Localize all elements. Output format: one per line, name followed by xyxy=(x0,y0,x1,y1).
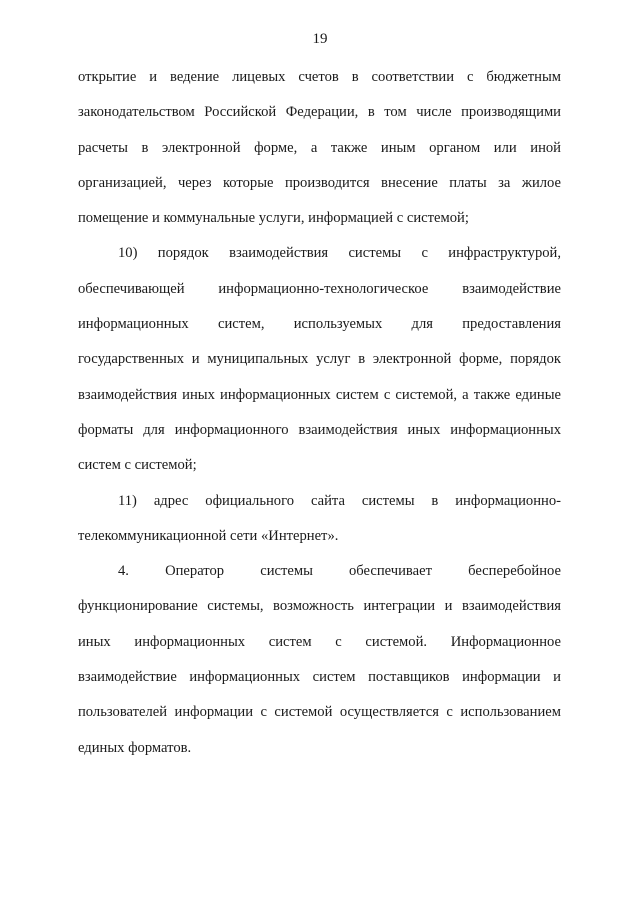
text-line: систем с системой; xyxy=(78,457,197,474)
text-line: обеспечивающей информационно-технологическое взаимодействие xyxy=(78,280,561,297)
text-line: открытие и ведение лицевых счетов в соответствии с бюджетным xyxy=(78,69,561,85)
text-line: государственных и муниципальных услуг в электронной форме, порядок xyxy=(78,351,561,368)
page-number: 19 xyxy=(312,31,328,47)
text-line: расчеты в электронной форме, а также иным органом или иной xyxy=(78,139,561,156)
text-line: функционирование системы, возможность интеграции и взаимодействия xyxy=(78,598,561,615)
text-line: форматы для информационного взаимодействия иных информационных xyxy=(78,421,561,438)
text-line: 11) адрес официального сайта системы в информационно- xyxy=(118,492,561,509)
text-line: единых форматов. xyxy=(78,739,192,756)
text-line: пользователей информации с системой осуществляется с использованием xyxy=(78,704,561,721)
text-line: 10) порядок взаимодействия системы с инфраструктурой, xyxy=(118,245,561,262)
text-line: 4. Оператор системы обеспечивает бесперебойное xyxy=(118,563,561,580)
text-line: законодательством Российской Федерации, в том числе производящими xyxy=(78,104,561,121)
paragraph-section-4 xyxy=(78,554,561,766)
paragraph-item-11 xyxy=(78,484,561,555)
paragraph-continuation xyxy=(78,60,561,236)
paragraph-item-10 xyxy=(78,236,561,483)
text-line: организацией, через которые производится внесение платы за жилое xyxy=(78,174,561,191)
text-line: информационных систем, используемых для предоставления xyxy=(78,316,561,333)
text-line: взаимодействие информационных систем поставщиков информации и xyxy=(78,669,561,686)
text-line: взаимодействия иных информационных систем с системой, а также единые xyxy=(78,386,561,403)
text-line: иных информационных систем с системой. Информационное xyxy=(78,633,561,650)
text-line: помещение и коммунальные услуги, информацией с системой; xyxy=(78,210,469,227)
document-body xyxy=(78,60,561,766)
text-line: телекоммуникационной сети «Интернет». xyxy=(78,527,339,544)
